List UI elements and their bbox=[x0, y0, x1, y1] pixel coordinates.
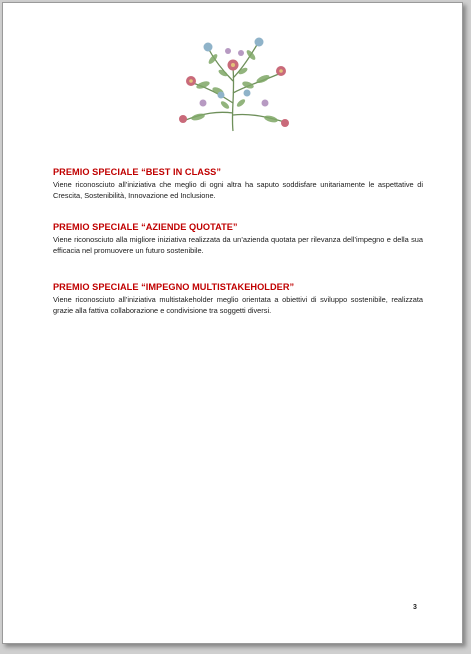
section-aziende-quotate bbox=[53, 221, 423, 256]
section-title: PREMIO SPECIALE “AZIENDE QUOTATE” bbox=[53, 222, 238, 232]
floral-ornament-icon bbox=[163, 33, 303, 133]
section-title: PREMIO SPECIALE “IMPEGNO MULTISTAKEHOLDER” bbox=[53, 282, 295, 292]
section-body: Viene riconosciuto all’iniziativa che meglio di ogni altra ha saputo soddisfare unitariamente le aspettative di Crescita, Sostenibilità, Innovazione ed Inclusione. bbox=[53, 180, 423, 200]
section-body: Viene riconosciuto all’iniziativa multistakeholder meglio orientata a obiettivi di sviluppo sostenibile, realizzata grazie alla fattiva collaborazione e condivisione tra soggetti diversi. bbox=[53, 295, 423, 315]
section-body: Viene riconosciuto alla migliore iniziativa realizzata da un’azienda quotata per rilevanza dell’impegno e della sua efficacia nel promuovere un futuro sostenibile. bbox=[53, 235, 423, 255]
section-title: PREMIO SPECIALE “BEST IN CLASS” bbox=[53, 167, 221, 177]
document-page bbox=[2, 2, 463, 644]
section-best-in-class bbox=[53, 166, 423, 201]
page-number: 3 bbox=[413, 604, 417, 611]
section-impegno-multistakeholder bbox=[53, 281, 423, 316]
